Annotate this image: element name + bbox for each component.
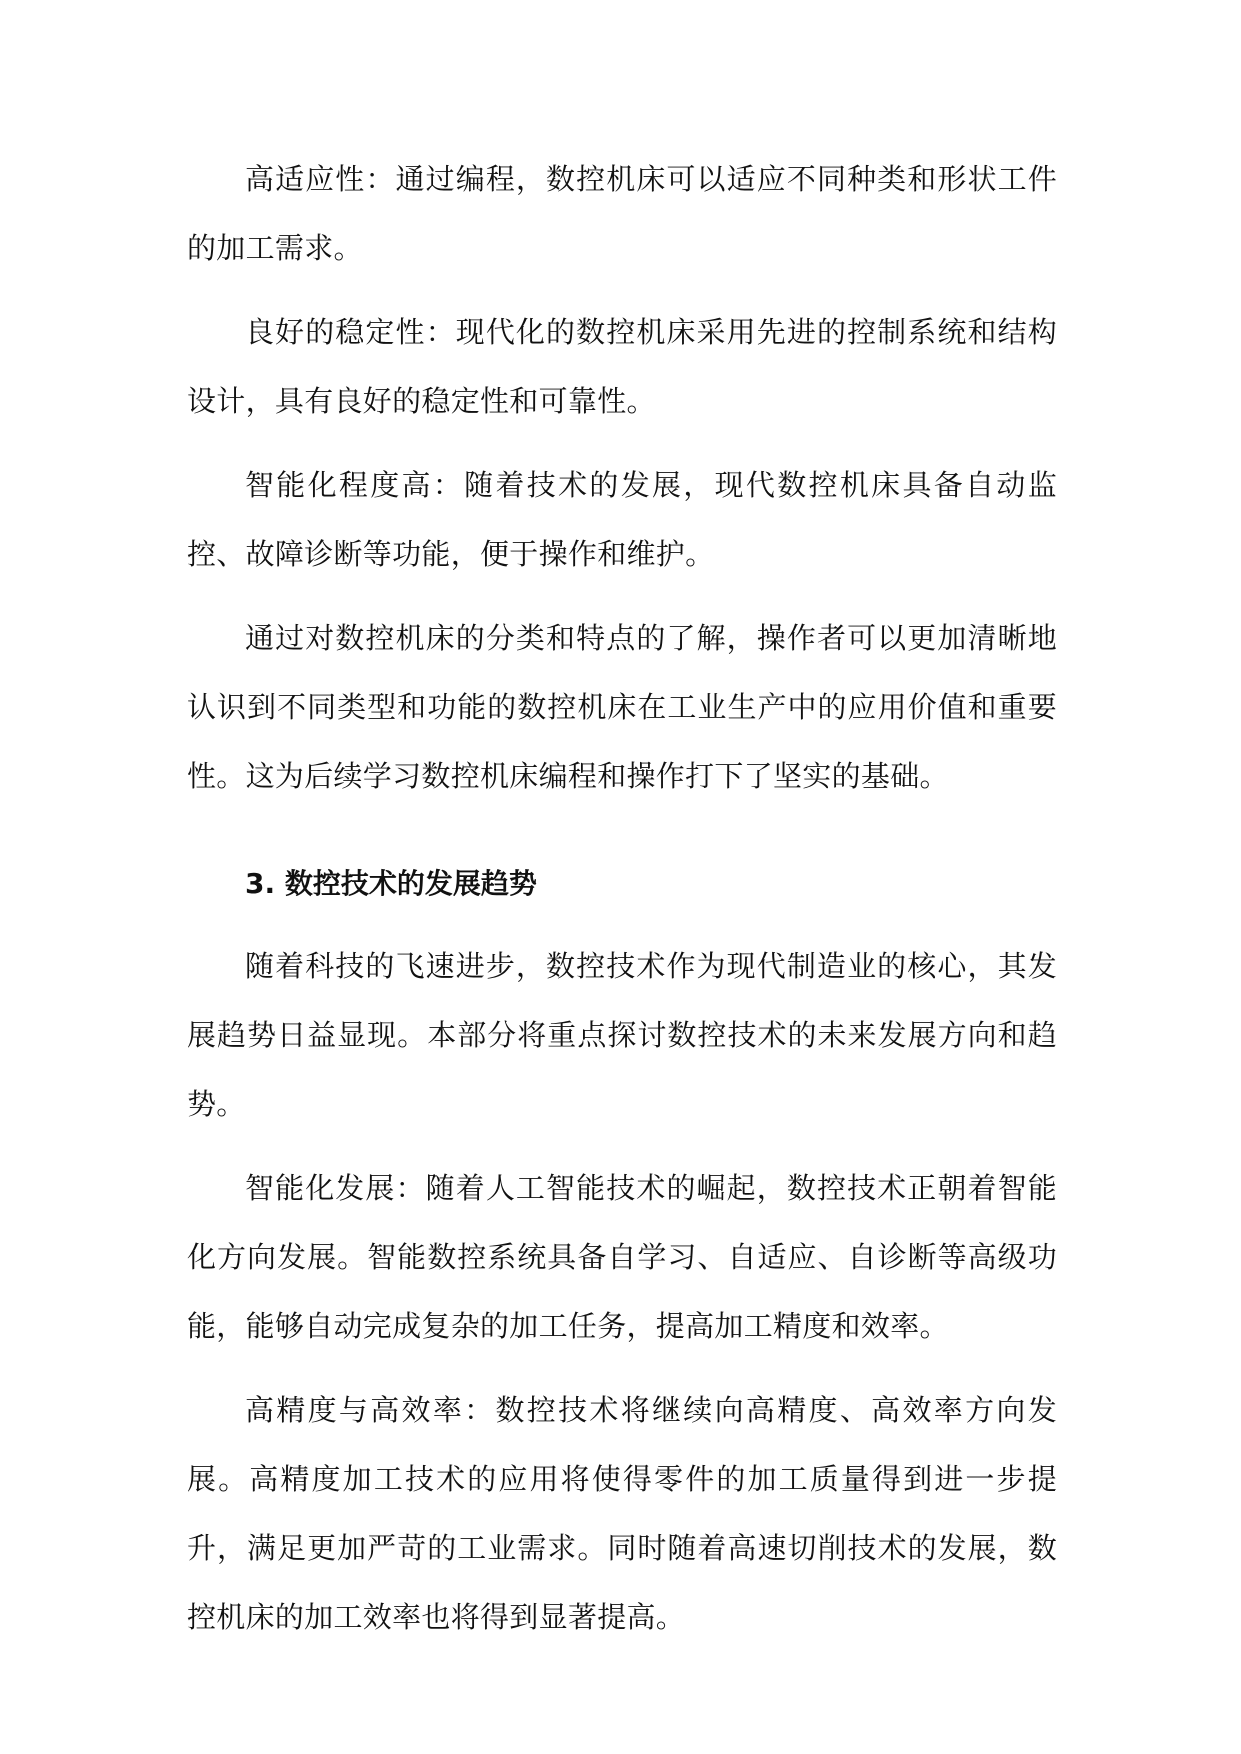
paragraph-intro-trends: 随着科技的飞速进步，数控技术作为现代制造业的核心，其发展趋势日益显现。本部分将重点探讨数控技术的未来发展方向和趋势。	[187, 949, 1057, 1121]
paragraph-high-adaptability: 高适应性：通过编程，数控机床可以适应不同种类和形状工件的加工需求。	[187, 162, 1057, 265]
section-heading: 3. 数控技术的发展趋势	[245, 867, 537, 900]
paragraph-precision-efficiency: 高精度与高效率：数控技术将继续向高精度、高效率方向发展。高精度加工技术的应用将使得零件的加工质量得到进一步提升，满足更加严苛的工业需求。同时随着高速切削技术的发展，数控机床的加工效率也将得到显著提高。	[187, 1393, 1057, 1634]
document-body	[187, 145, 1057, 1667]
paragraph-good-stability: 良好的稳定性：现代化的数控机床采用先进的控制系统和结构设计，具有良好的稳定性和可靠性。	[187, 315, 1057, 418]
paragraph-intelligent-development: 智能化发展：随着人工智能技术的崛起，数控技术正朝着智能化方向发展。智能数控系统具备自学习、自适应、自诊断等高级功能，能够自动完成复杂的加工任务，提高加工精度和效率。	[187, 1171, 1057, 1343]
paragraph-summary: 通过对数控机床的分类和特点的了解，操作者可以更加清晰地认识到不同类型和功能的数控机床在工业生产中的应用价值和重要性。这为后续学习数控机床编程和操作打下了坚实的基础。	[187, 621, 1057, 793]
paragraph-high-intelligence: 智能化程度高：随着技术的发展，现代数控机床具备自动监控、故障诊断等功能，便于操作和维护。	[187, 468, 1057, 571]
